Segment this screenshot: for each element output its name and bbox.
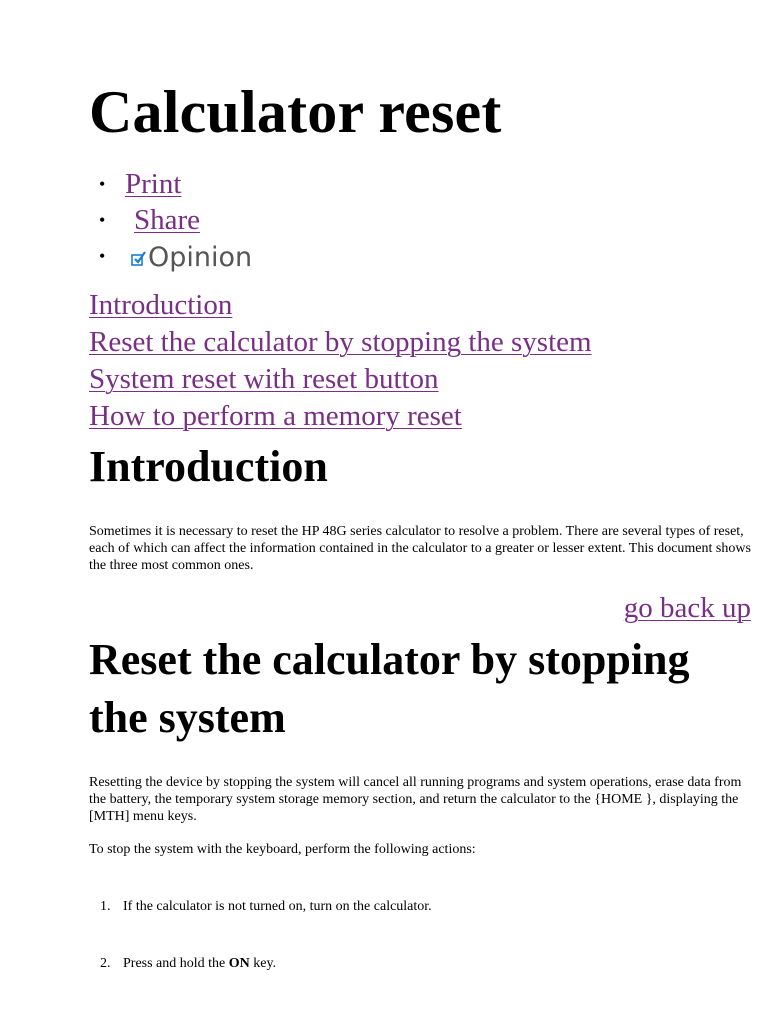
toc-link-introduction[interactable]: Introduction [89, 289, 233, 321]
toc-link-memory-reset[interactable]: How to perform a memory reset [89, 400, 462, 432]
step-text: Press and hold the [123, 956, 229, 971]
edit-checkbox-icon [131, 249, 147, 267]
introduction-paragraph: Sometimes it is necessary to reset the HP 48G series calculator to resolve a problem. There are several types of reset, each of which can affect the information contained in the calculator to a greater or lesser extent. This document shows the three most common ones. [89, 524, 751, 573]
reset-by-stopping-paragraph: Resetting the device by stopping the system will cancel all running programs and system operations, erase data from the battery, the temporary system storage memory section, and return the calculator to the {HOME }, displaying the [MTH] menu keys. [89, 775, 742, 824]
step-item [89, 955, 432, 1012]
page-title: Calculator reset [89, 79, 502, 145]
reset-by-stopping-heading: Reset the calculator by stopping the system [89, 635, 690, 742]
steps-list [89, 898, 432, 1012]
print-link[interactable]: Print [125, 168, 182, 200]
opinion-label: Opinion [148, 242, 253, 273]
step-number: 1. [100, 899, 111, 914]
opinion-button[interactable] [131, 240, 252, 276]
introduction-heading: Introduction [89, 442, 328, 491]
bullet-icon: • [99, 246, 106, 266]
step-text: If the calculator is not turned on, turn on the calculator. [123, 899, 432, 914]
bullet-icon: • [99, 210, 106, 230]
toc-link-reset-by-stopping[interactable]: Reset the calculator by stopping the system [89, 326, 592, 358]
toc-item [89, 361, 592, 398]
toc-item [89, 287, 592, 324]
toc-link-reset-button[interactable]: System reset with reset button [89, 363, 439, 395]
step-text-suffix: key. [249, 956, 277, 971]
bullet-icon: • [99, 174, 106, 194]
go-back-up-link[interactable]: go back up [623, 592, 751, 624]
step-item [89, 898, 432, 955]
step-number: 2. [100, 956, 111, 971]
toc-item [89, 324, 592, 361]
table-of-contents [89, 287, 592, 435]
on-key-label: ON [228, 956, 250, 971]
toc-item [89, 398, 592, 435]
share-link[interactable]: Share [134, 204, 201, 236]
stop-instruction-paragraph: To stop the system with the keyboard, perform the following actions: [89, 842, 476, 857]
